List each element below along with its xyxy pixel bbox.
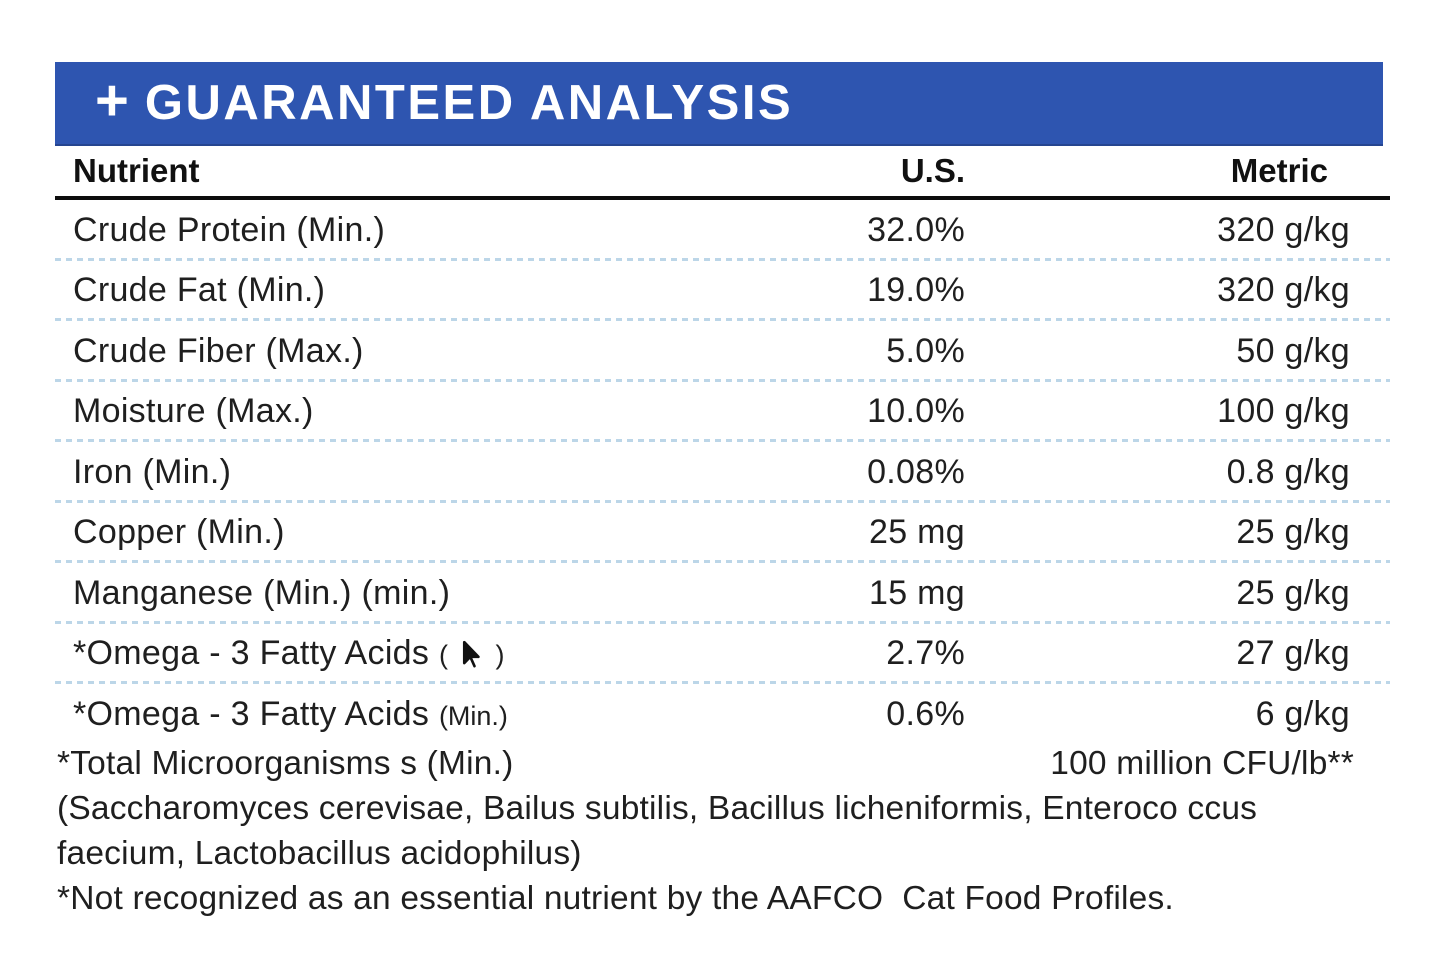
- footnote-total-microorganisms-label: *Total Microorganisms s (Min.): [57, 745, 514, 782]
- metric-value-cell: 100 g/kg: [1217, 392, 1350, 431]
- metric-value-cell: 25 g/kg: [1236, 513, 1350, 552]
- metric-value-cell: 0.8 g/kg: [1226, 452, 1350, 491]
- us-value-cell: 32.0%: [867, 210, 965, 249]
- nutrient-cell: Copper (Min.): [73, 513, 285, 552]
- metric-value-cell: 27 g/kg: [1236, 634, 1350, 673]
- nutrient-cell: Iron (Min.): [73, 452, 232, 491]
- table-header-row: [55, 150, 1390, 200]
- metric-value-cell: 320 g/kg: [1217, 271, 1350, 310]
- nutrient-cell: Crude Fiber (Max.): [73, 331, 364, 370]
- metric-value-cell: 6 g/kg: [1255, 694, 1350, 733]
- us-value-cell: 19.0%: [867, 271, 965, 310]
- nutrient-cell: *Omega - 3 Fatty Acids (Min.): [73, 694, 508, 733]
- us-value-cell: 2.7%: [886, 634, 965, 673]
- footnote-species-line-1: (Saccharomyces cerevisae, Bailus subtilis, Bacillus licheniformis, Enteroco ccus: [57, 790, 1258, 827]
- qualifier-small: (Min.): [438, 700, 508, 731]
- footnote-total-microorganisms-value: 100 million CFU/lb**: [1050, 745, 1354, 782]
- table-body: [55, 200, 1390, 745]
- nutrient-cell: Crude Protein (Min.): [73, 210, 386, 249]
- table-row: [55, 563, 1390, 624]
- footnote-species-line-2: faecium, Lactobacillus acidophilus): [57, 835, 582, 872]
- table-row: [55, 382, 1390, 443]
- footnotes: [57, 741, 1390, 921]
- section-title: GUARANTEED ANALYSIS: [144, 76, 794, 130]
- table-row: [55, 200, 1390, 261]
- column-header-metric: Metric: [1230, 152, 1328, 189]
- table-row: [55, 261, 1390, 322]
- nutrient-cell: *Omega - 3 Fatty Acids ( ): [73, 634, 505, 673]
- us-value-cell: 0.6%: [886, 694, 965, 733]
- metric-value-cell: 50 g/kg: [1236, 331, 1350, 370]
- table-row: [55, 321, 1390, 382]
- mouse-cursor-icon: [461, 639, 483, 668]
- metric-value-cell: 25 g/kg: [1236, 573, 1350, 612]
- metric-value-cell: 320 g/kg: [1217, 210, 1350, 249]
- footnote-total-microorganisms: [57, 741, 1390, 786]
- us-value-cell: 0.08%: [867, 452, 965, 491]
- column-header-us: U.S.: [900, 152, 965, 189]
- column-header-nutrient: Nutrient: [73, 152, 200, 189]
- table-row: [55, 684, 1390, 745]
- nutrient-cell: Crude Fat (Min.): [73, 271, 326, 310]
- nutrition-table: [55, 150, 1390, 745]
- us-value-cell: 25 mg: [869, 513, 965, 552]
- us-value-cell: 15 mg: [869, 573, 965, 612]
- table-row: [55, 503, 1390, 564]
- nutrient-cell: Moisture (Max.): [73, 392, 314, 431]
- guaranteed-analysis-section-header[interactable]: [55, 62, 1383, 146]
- qualifier-paren-open: (: [438, 640, 448, 671]
- footnote-aafco: *Not recognized as an essential nutrient by the AAFCO Cat Food Profiles.: [57, 880, 1174, 917]
- table-row: [55, 442, 1390, 503]
- us-value-cell: 10.0%: [867, 392, 965, 431]
- us-value-cell: 5.0%: [886, 331, 965, 370]
- table-row: [55, 624, 1390, 685]
- qualifier-paren-close: ): [495, 640, 505, 671]
- plus-expand-icon: +: [95, 68, 129, 133]
- nutrient-cell: Manganese (Min.) (min.): [73, 573, 451, 612]
